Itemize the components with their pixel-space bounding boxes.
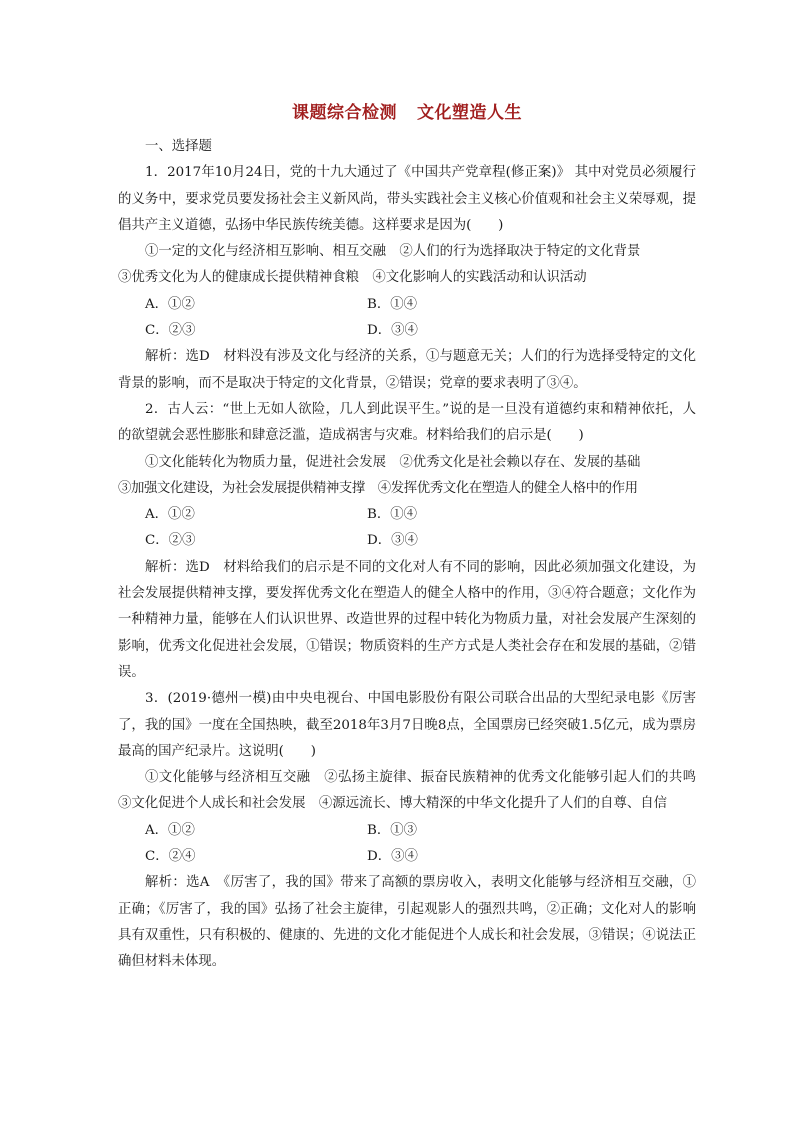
option-d: D．③④ bbox=[367, 323, 418, 339]
option-c: C．②③ bbox=[145, 533, 196, 549]
option-c: C．②③ bbox=[145, 323, 196, 339]
question-statements: ③加强文化建设，为社会发展提供精神支撑 ④发挥优秀文化在塑造人的健全人格中的作用 bbox=[118, 480, 638, 496]
option-a: A．①② bbox=[145, 507, 195, 523]
question-analysis: 解析：选A 《厉害了，我的国》带来了高额的票房收入，表明文化能够与经济相互交融，①正确；《厉害了，我的国》弘扬了社会主旋律，引起观影人的强烈共鸣，②正确；文化对人的影响具有双重性，只有积极的、健康的、先进的文化才能促进个人成长和社会发展，③错误；④说法正确但材料未体现。 bbox=[118, 875, 696, 970]
question-statements: ①文化能转化为物质力量，促进社会发展 ②优秀文化是社会赖以存在、发展的基础 bbox=[145, 454, 641, 470]
option-b: B．①③ bbox=[367, 822, 418, 838]
options-row bbox=[118, 502, 696, 528]
options-row bbox=[118, 292, 696, 318]
question-2 bbox=[118, 397, 696, 686]
option-a: A．①② bbox=[145, 296, 195, 312]
options-row bbox=[118, 318, 696, 344]
options-row bbox=[118, 818, 696, 844]
question-statements: ①文化能够与经济相互交融 ②弘扬主旋律、振奋民族精神的优秀文化能够引起人们的共鸣 ③文化促进个人成长和社会发展 ④源远流长、博大精深的中华文化提升了人们的自尊、自信 bbox=[118, 770, 710, 812]
question-stem: 1．2017年10月24日，党的十九大通过了《中国共产党章程(修正案)》 其中对党员必须履行的义务中，要求党员要发扬社会主义新风尚，带头实践社会主义核心价值观和社会主义荣辱观，提倡共产主义道德，弘扬中华民族传统美德。这样要求是因为( ) bbox=[118, 165, 696, 233]
option-a: A．①② bbox=[145, 822, 195, 838]
section-heading: 一、选择题 bbox=[145, 139, 212, 154]
question-statements: ③优秀文化为人的健康成长提供精神食粮 ④文化影响人的实践活动和认识活动 bbox=[118, 270, 587, 286]
document-title bbox=[118, 100, 696, 126]
question-analysis: 解析：选D 材料给我们的启示是不同的文化对人有不同的影响，因此必须加强文化建设，为社会发展提供精神支撑，要发挥优秀文化在塑造人的健全人格中的作用，③④符合题意；文化作为一种精神力量，能够在人们认识世界、改造世界的过程中转化为物质力量，对社会发展产生深刻的影响，优秀文化促进社会发展，①错误；物质资料的生产方式是人类社会存在和发展的基础，②错误。 bbox=[118, 559, 696, 680]
question-3 bbox=[118, 686, 710, 975]
option-b: B．①④ bbox=[367, 507, 418, 523]
options-row bbox=[118, 528, 696, 554]
options-row bbox=[118, 844, 696, 870]
question-statements: ①一定的文化与经济相互影响、相互交融 ②人们的行为选择取决于特定的文化背景 bbox=[145, 244, 641, 260]
question-stem: 2．古人云：“世上无如人欲险，几人到此误平生。”说的是一旦没有道德约束和精神依托，人的欲望就会恶性膨胀和肆意泛滥，造成祸害与灾难。材料给我们的启示是( ) bbox=[118, 401, 696, 444]
option-d: D．③④ bbox=[367, 849, 418, 865]
option-c: C．②④ bbox=[145, 849, 196, 865]
option-b: B．①④ bbox=[367, 296, 418, 312]
question-analysis: 解析：选D 材料没有涉及文化与经济的关系，①与题意无关；人们的行为选择受特定的文化背景的影响，而不是取决于特定的文化背景，②错误；党章的要求表明了③④。 bbox=[118, 349, 696, 391]
option-d: D．③④ bbox=[367, 533, 418, 549]
question-stem: 3．(2019·德州一模)由中央电视台、中国电影股份有限公司联合出品的大型纪录电影《厉害了，我的国》一度在全国热映，截至2018年3月7日晚8点，全国票房已经突破1.5亿元，成为票房最高的国产纪录片。这说明( ) bbox=[118, 691, 696, 759]
document-page bbox=[118, 100, 710, 976]
title-main: 课题综合检测 bbox=[292, 103, 397, 123]
title-sub: 文化塑造人生 bbox=[417, 103, 522, 123]
question-1 bbox=[118, 160, 696, 397]
